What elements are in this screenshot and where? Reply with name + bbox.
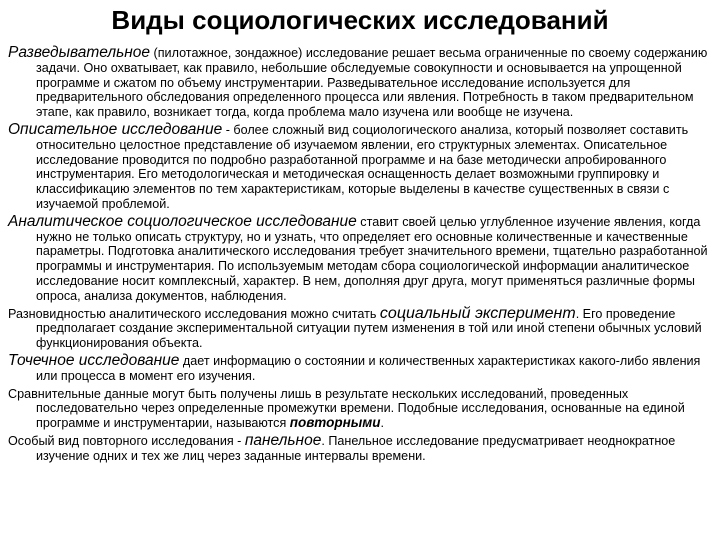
content: [0, 40, 720, 464]
term-descriptive: Описательное исследование: [8, 120, 223, 138]
term-analytical: Аналитическое социологическое исследование: [8, 212, 357, 230]
paragraph-text: - более сложный вид социологического анализа, который позволяет составить относительно целостное представление об изучаемом явлении, его структурных элементах. Описательное исследование проводится по подробно разработанной программе и на базе методически апробированного инструментария. Его методологическая и методическая оснащенность делает возможными группировку и классификацию элементов по тем характеристикам, которые выделены в качестве существенных в связи с изучаемой проблемой.: [36, 122, 689, 211]
paragraph-text: Особый вид повторного исследования -: [8, 433, 245, 448]
term-exploratory: Разведывательное: [8, 44, 151, 61]
paragraph-analytical: [8, 212, 712, 304]
page-title: Виды социологических исследований: [111, 5, 609, 35]
paragraph-repeated: [8, 387, 712, 431]
term-repeated: повторными: [289, 415, 381, 431]
paragraph-text: дает информацию о состоянии и количественных характеристиках какого-либо явления или процесса в момент его изучения.: [36, 353, 701, 383]
paragraph-exploratory: [8, 46, 712, 120]
term-panel: панельное: [244, 431, 322, 449]
paragraph-panel: [8, 431, 712, 464]
paragraph-experiment: [8, 304, 712, 351]
paragraph-text: . Его проведение предполагает создание экспериментальной ситуации путем изменения в той или иной степени обычных условий функционирования объекта.: [36, 306, 702, 351]
term-point: Точечное исследование: [8, 351, 180, 369]
paragraph-text: ставит своей целью углубленное изучение явления, когда нужно не только описать структуру, но и узнать, что определяет его основные количественные и качественные параметры. Подготовка аналитического исследования требует значительного времени, тщательно разработанной программы и инструментария. По используемым методам сбора социологической информации аналитическое исследование носит комплексный, характер. В нем, дополняя друг друга, могут применяться различные формы опроса, анализа документов, наблюдения.: [36, 214, 708, 303]
paragraph-text: .: [380, 416, 384, 431]
paragraph-descriptive: [8, 120, 712, 212]
paragraph-text: . Панельное исследование предусматривает неоднократное изучение одних и тех же лиц через заданные интервалы времени.: [36, 433, 676, 463]
term-experiment: социальный эксперимент: [379, 304, 576, 322]
paragraph-point: [8, 351, 712, 384]
paragraph-text: Сравнительные данные могут быть получены лишь в результате нескольких исследований, проведенных последовательно через определенные промежутки времени. Подобные исследования, основанные на единой программе и инструментарии, называются: [8, 386, 685, 431]
paragraph-text: Разновидностью аналитического исследования можно считать: [8, 306, 380, 321]
paragraph-text: (пилотажное, зондажное) исследование решает весьма ограниченные по своему содержанию задачи. Оно охватывает, как правило, небольшие обследуемые совокупности и основывается на упрощенной программе и сжатом по объему инструментарии. Разведывательное исследование используется для предварительного обследования определенного процесса или явления. Потребность в таком предварительном этапе, как правило, возникает тогда, когда проблема мало изучена или вообще не изучена.: [36, 46, 708, 120]
